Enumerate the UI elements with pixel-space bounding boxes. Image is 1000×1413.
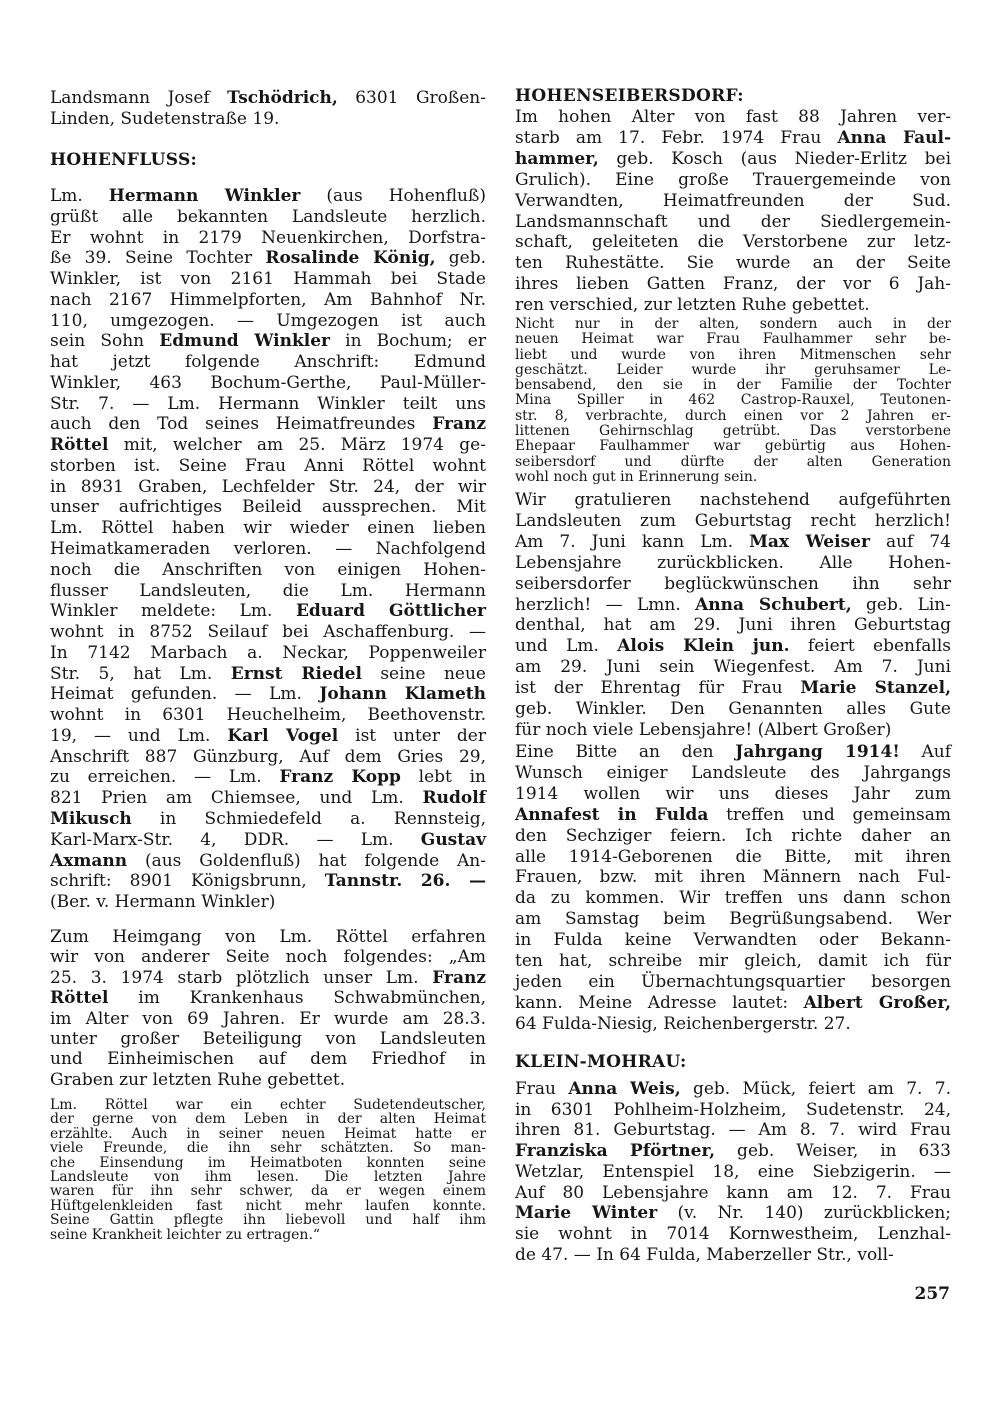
text-line: Wir gratulieren nachstehend aufgeführten	[515, 490, 951, 510]
section-heading-hohenseibersdorf: HOHENSEIBERSDORF:	[515, 86, 744, 106]
text-line: sein Sohn Edmund Winkler in Bochum; er	[50, 331, 486, 352]
bold-name: Rudolf	[422, 788, 486, 809]
faulhammer-paragraph	[515, 107, 951, 316]
text-line: in 6301 Pohlheim-Holzheim, Sudetenstr. 24,	[515, 1099, 951, 1120]
text-line: kann. Meine Adresse lautet: Albert Großer,	[515, 992, 951, 1013]
text-line: ten Ruhestätte. Sie wurde an der Seite	[515, 253, 951, 274]
text-line: bensabend, den sie in der Familie der Tochter	[515, 377, 951, 394]
text-line: erzählte. Auch in seiner neuen Heimat hatte er	[50, 1125, 486, 1142]
page-number: 257	[914, 1284, 950, 1304]
text-line: str. 8, verbrachte, durch einen vor 2 Jahren er-	[515, 407, 951, 424]
text-line: Winkler, 463 Bochum-Gerthe, Paul-Müller-	[50, 372, 486, 393]
text-line: Ehepaar Faulhammer war gebürtig aus Hohen-	[515, 438, 951, 455]
text-line: Am 7. Juni kann Lm. Max Weiser auf 74	[515, 531, 951, 552]
bold-name: Max Weiser	[749, 531, 870, 552]
bold-name: Albert Großer,	[803, 992, 951, 1013]
text-line: liebt und wurde von ihren Mitmenschen sehr	[515, 346, 951, 363]
text-line: hammer, geb. Kosch (aus Nieder-Erlitz bei	[515, 148, 951, 169]
text-line: und Einheimischen auf dem Friedhof in	[50, 1049, 486, 1070]
hohenfluss-paragraph	[50, 186, 486, 913]
text-line: noch die Anschriften von einigen Hohen-	[50, 559, 486, 580]
text-line: Wunsch einiger Landsleute des Jahrgangs	[515, 762, 951, 783]
text-line: Röttel im Krankenhaus Schwabmünchen,	[50, 988, 486, 1009]
text-line: starb am 17. Febr. 1974 Frau Anna Faul-	[515, 127, 952, 148]
bold-name: Gustav	[420, 829, 486, 850]
bold-name: Anna Faul-	[837, 127, 952, 148]
text-line: Verwandten, Heimatfreunden der Sud.	[515, 190, 951, 211]
text-line: waren für ihn sehr schwer, da er wegen einem	[50, 1183, 486, 1200]
bold-name: Anna Schubert,	[695, 594, 852, 615]
text-line: Seine Gattin pflegte ihn liebevoll und half ihm	[50, 1212, 486, 1229]
bold-name: Ernst Riedel	[230, 663, 362, 684]
text-line: Heimat gefunden. — Lm. Johann Klameth	[50, 684, 487, 705]
text-line: 110, umgezogen. — Umgezogen ist auch	[50, 310, 486, 331]
gratulation-paragraph	[515, 490, 951, 741]
text-line: Zum Heimgang von Lm. Röttel erfahren	[50, 927, 486, 947]
text-line: Mina Spiller in 462 Castrop-Rauxel, Teutonen-	[515, 392, 951, 409]
klein-mohrau-paragraph	[515, 1079, 951, 1265]
text-line: Wetzlar, Entenspiel 18, eine Siebzigerin. —	[515, 1161, 951, 1182]
bold-name: Röttel	[50, 435, 109, 456]
bold-name: Tschödrich,	[227, 88, 338, 108]
text-line: ihren 81. Geburtstag. — Am 8. 7. wird Frau	[515, 1120, 951, 1141]
text-line: und Lm. Alois Klein jun. feiert ebenfalls	[515, 636, 951, 657]
text-line: In 7142 Marbach a. Neckar, Poppenweiler	[50, 642, 486, 663]
text-line: sie wohnt in 7014 Kornwestheim, Lenzhal-	[515, 1223, 951, 1244]
bold-name: Johann Klameth	[319, 684, 487, 705]
jahrgang-paragraph	[515, 742, 951, 1035]
text-line: 25. 3. 1974 starb plötzlich unser Lm. Franz	[50, 967, 486, 988]
text-line: in 8931 Graben, Lechfelder Str. 24, der wir	[50, 476, 486, 497]
text-line: grüßt alle bekannten Landsleute herzlich.	[50, 206, 486, 227]
text-line: wohl noch gut in Erinnerung sein.	[515, 468, 758, 485]
text-line: de 47. — In 64 Fulda, Maberzeller Str., voll-	[515, 1244, 894, 1265]
faulhammer-note-paragraph	[515, 317, 951, 485]
roettel-note-paragraph	[50, 1098, 486, 1242]
bold-name: Marie Stanzel,	[800, 678, 951, 699]
text-line: Mikusch in Schmiedefeld a. Rennsteig,	[50, 808, 486, 829]
bold-name: Axmann	[50, 850, 128, 871]
text-line: seibersdorf und dürfte der alten Generation	[515, 453, 951, 470]
text-line: den Sechziger feiern. Ich richte daher an	[515, 825, 951, 846]
text-line: Winkler, ist von 2161 Hammah bei Stade	[50, 269, 486, 290]
bold-name: hammer,	[515, 148, 599, 169]
bold-name: Rosalinde König,	[265, 248, 436, 269]
text-line: zu erreichen. — Lm. Franz Kopp lebt in	[50, 767, 487, 788]
bold-name: Tannstr. 26. —	[324, 871, 486, 892]
text-line: Graben zur letzten Ruhe gebettet.	[50, 1069, 346, 1090]
heimgang-paragraph	[50, 927, 486, 1090]
text-line: Landsmannschaft und der Siedlergemein-	[515, 211, 951, 232]
text-line: Winkler meldete: Lm. Eduard Göttlicher	[50, 601, 486, 622]
text-line: Nicht nur in der alten, sondern auch in der	[515, 316, 951, 332]
text-line: Str. 5, hat Lm. Ernst Riedel seine neue	[50, 663, 486, 684]
text-line: 821 Prien am Chiemsee, und Lm. Rudolf	[50, 788, 486, 809]
text-line: seibersdorfer beglückwünschen ihn sehr	[515, 573, 951, 594]
text-line: Er wohnt in 2179 Neuenkirchen, Dorfstra-	[50, 227, 486, 248]
text-line: 1914 wollen wir uns dieses Jahr zum	[515, 783, 951, 804]
text-line: Im hohen Alter von fast 88 Jahren ver-	[515, 107, 951, 127]
bold-name: Alois Klein jun.	[617, 636, 790, 657]
text-line: in Fulda keine Verwandten oder Bekann-	[515, 930, 951, 951]
text-line: wohnt in 8752 Seilauf bei Aschaffenburg. —	[50, 622, 486, 643]
bold-name: Edmund Winkler	[159, 331, 330, 352]
text-line: ße 39. Seine Tochter Rosalinde König, geb.	[50, 248, 486, 269]
text-line: geb. Winkler. Den Genannten alles Gute	[515, 699, 951, 720]
bold-name: Eduard Göttlicher	[295, 601, 486, 622]
bold-name: Franz	[432, 967, 486, 988]
text-line: Lm. Röttel war ein echter Sudetendeutscher,	[50, 1097, 486, 1113]
text-line: Anschrift 887 Günzburg, Auf dem Gries 29,	[50, 746, 486, 767]
text-line: storben ist. Seine Frau Anni Röttel wohnt	[50, 455, 486, 476]
bold-name: Röttel	[50, 988, 109, 1009]
text-line: Heimatkameraden verloren. — Nachfolgend	[50, 539, 486, 560]
text-line: Lebensjahre zurückblicken. Alle Hohen-	[515, 552, 951, 573]
text-line: herzlich! — Lmn. Anna Schubert, geb. Lin-	[515, 594, 951, 615]
text-line: wohnt in 6301 Heuchelheim, Beethovenstr.	[50, 705, 486, 726]
text-line: viele Freunde, die ihn sehr schätzten. So man-	[50, 1140, 486, 1157]
text-line: che Einsendung im Heimatboten konnten seine	[50, 1154, 486, 1171]
text-line: Landsmann Josef Tschödrich, 6301 Großen-	[50, 88, 486, 108]
text-line: Landsleute von ihm lesen. Die letzten Jahre	[50, 1169, 486, 1186]
text-line: unser aufrichtiges Beileid aussprechen. Mit	[50, 497, 486, 518]
text-line: Str. 7. — Lm. Hermann Winkler teilt uns	[50, 393, 486, 414]
text-line: ist der Ehrentag für Frau Marie Stanzel,	[515, 678, 951, 699]
text-line: Linden, Sudetenstraße 19.	[50, 109, 280, 129]
text-line: neuen Heimat war Frau Faulhammer sehr be-	[515, 331, 951, 348]
text-line: nach 2167 Himmelpforten, Am Bahnhof Nr.	[50, 289, 486, 310]
text-line: Röttel mit, welcher am 25. März 1974 ge-	[50, 435, 486, 456]
text-line: alle 1914-Geborenen die Bitte, mit ihren	[515, 846, 951, 867]
bold-name: Marie Winter	[515, 1203, 658, 1224]
text-line: Karl-Marx-Str. 4, DDR. — Lm. Gustav	[50, 829, 486, 850]
text-line: denthal, hat am 29. Juni ihren Geburtstag	[515, 615, 951, 636]
text-line: Franziska Pförtner, geb. Weiser, in 633	[515, 1141, 951, 1162]
bold-name: Franziska Pförtner,	[515, 1141, 716, 1162]
text-line: Frauen, bzw. mit ihren Männern nach Ful-	[515, 867, 951, 888]
text-line: geschätzt. Leider wurde ihr geruhsamer Le-	[515, 361, 951, 378]
bold-name: Karl Vogel	[227, 725, 339, 746]
text-line: der gerne von dem Leben in der alten Heimat	[50, 1111, 486, 1128]
text-line: flusser Landsleuten, die Lm. Hermann	[50, 580, 486, 601]
text-line: schaft, geleiteten die Verstorbene zur letz-	[515, 232, 951, 253]
text-line: für noch viele Lebensjahre! (Albert Großer)	[515, 719, 892, 740]
text-line: littenen Gehirnschlag getrübt. Das verstorbene	[515, 423, 951, 440]
text-line: Eine Bitte an den Jahrgang 1914! Auf	[515, 742, 952, 762]
bold-name: Franz	[432, 414, 486, 435]
text-line: hat jetzt folgende Anschrift: Edmund	[50, 352, 486, 373]
text-line: jeden ein Übernachtungsquartier besorgen	[515, 971, 951, 992]
text-line: Lm. Röttel haben wir wieder einen lieben	[50, 518, 486, 539]
text-line: am Samstag beim Begrüßungsabend. Wer	[515, 909, 951, 930]
text-line: Grulich). Eine große Trauergemeinde von	[515, 169, 951, 190]
text-line: (Ber. v. Hermann Winkler)	[50, 892, 276, 913]
text-line: seine Krankheit leichter zu ertragen.“	[50, 1226, 321, 1243]
text-line: Marie Winter (v. Nr. 140) zurückblicken;	[515, 1203, 951, 1224]
text-line: Landsleuten zum Geburtstag recht herzlich!	[515, 510, 951, 531]
text-line: schrift: 8901 Königsbrunn, Tannstr. 26. —	[50, 871, 486, 892]
text-line: 64 Fulda-Niesig, Reichenbergerstr. 27.	[515, 1013, 851, 1034]
text-line: da zu kommen. Wir treffen uns dann schon	[515, 888, 951, 909]
text-line: unter großer Beteiligung von Landsleuten	[50, 1029, 486, 1050]
text-line: im Alter von 69 Jahren. Er wurde am 28.3.	[50, 1008, 486, 1029]
bold-name: Anna Weis,	[568, 1079, 681, 1099]
text-line: Hüftgelenkleiden fast nicht mehr laufen konnte.	[50, 1197, 486, 1214]
bold-name: Annafest in Fulda	[515, 804, 709, 825]
text-line: Axmann (aus Goldenfluß) hat folgende An-	[50, 850, 486, 871]
text-line: ten hat, schreibe mir gleich, damit ich für	[515, 951, 951, 972]
text-line: Auf 80 Lebensjahre kann am 12. 7. Frau	[515, 1182, 951, 1203]
text-line: Annafest in Fulda treffen und gemeinsam	[515, 804, 951, 825]
text-line: auch den Tod seines Heimatfreundes Franz	[50, 414, 486, 435]
bold-name: Mikusch	[50, 808, 132, 829]
bold-name: Franz Kopp	[279, 767, 401, 788]
text-line: ren verschied, zur letzten Ruhe gebettet.	[515, 295, 870, 316]
text-line: 19, — und Lm. Karl Vogel ist unter der	[50, 725, 486, 746]
section-heading-klein-mohrau: KLEIN-MOHRAU:	[515, 1052, 687, 1072]
text-line: Frau Anna Weis, geb. Mück, feiert am 7. 7.	[515, 1079, 951, 1099]
text-line: wir von anderer Seite noch folgendes: „Am	[50, 947, 486, 968]
section-heading-hohenfluss: HOHENFLUSS:	[50, 150, 198, 170]
intro-paragraph	[50, 88, 486, 130]
bold-name: Hermann Winkler	[108, 186, 301, 206]
text-line: Lm. Hermann Winkler (aus Hohenfluß)	[50, 186, 486, 206]
text-line: am 29. Juni sein Wiegenfest. Am 7. Juni	[515, 657, 951, 678]
text-line: ihres lieben Gatten Franz, der vor 6 Jah-	[515, 274, 951, 295]
bold-name: Jahrgang 1914!	[735, 742, 900, 762]
